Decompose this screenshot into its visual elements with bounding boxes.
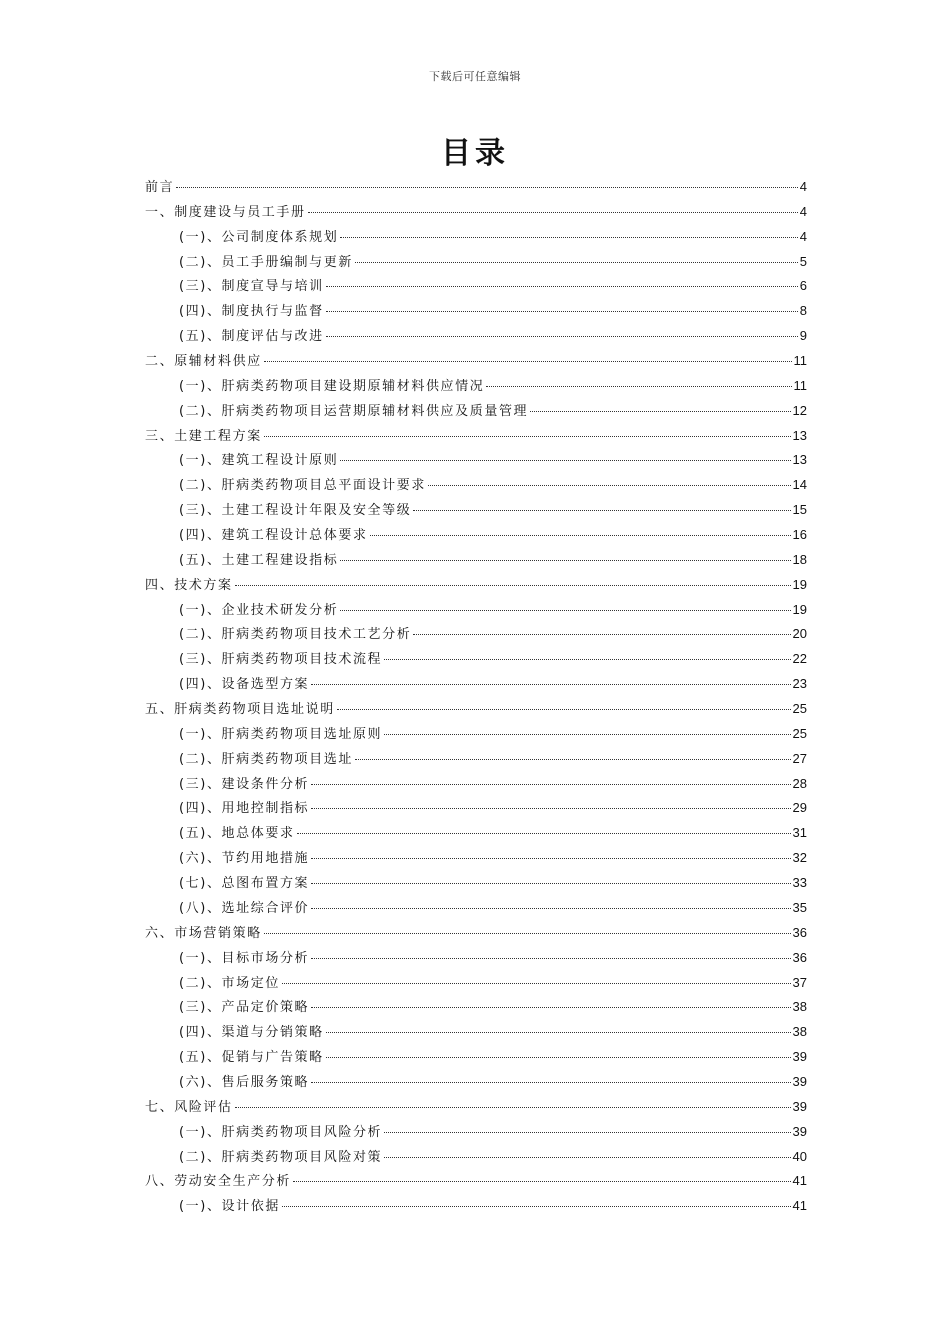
toc-entry-page-number: 19 (792, 576, 807, 592)
toc-dot-leader (311, 857, 790, 859)
toc-entry-label: (一)、企业技术研发分析 (179, 602, 339, 618)
toc-dot-leader (311, 882, 790, 884)
toc-entry-label: 三、土建工程方案 (145, 428, 262, 444)
toc-dot-leader (384, 1156, 790, 1158)
toc-dot-leader (282, 982, 791, 984)
toc-entry-label: (六)、售后服务策略 (179, 1074, 310, 1090)
toc-entry[interactable] (145, 747, 807, 772)
toc-entry-label: (五)、促销与广告策略 (179, 1050, 324, 1066)
toc-entry-page-number: 11 (793, 353, 807, 369)
toc-entry[interactable] (145, 548, 807, 573)
toc-entry-page-number: 27 (792, 750, 807, 766)
toc-entry[interactable] (145, 821, 807, 846)
toc-entry-page-number: 29 (792, 800, 807, 816)
toc-dot-leader (326, 335, 798, 337)
toc-entry[interactable] (145, 175, 807, 200)
toc-entry-label: 一、制度建设与员工手册 (145, 204, 306, 220)
toc-entry-label: (三)、产品定价策略 (179, 1000, 310, 1016)
toc-entry-label: (六)、节约用地措施 (179, 851, 310, 867)
page-title: 目录 (441, 136, 509, 171)
toc-dot-leader (326, 285, 798, 287)
toc-entry[interactable] (145, 1194, 807, 1219)
toc-dot-leader (235, 1106, 791, 1108)
toc-dot-leader (384, 658, 790, 660)
toc-entry[interactable] (145, 1169, 807, 1194)
toc-entry[interactable] (145, 374, 807, 399)
toc-entry-page-number: 41 (792, 1198, 807, 1214)
toc-dot-leader (297, 832, 791, 834)
toc-dot-leader (413, 633, 790, 635)
toc-entry-page-number: 20 (792, 626, 807, 642)
toc-entry-label: (四)、建筑工程设计总体要求 (179, 528, 368, 544)
toc-entry[interactable] (145, 796, 807, 821)
toc-entry-page-number: 38 (792, 1024, 807, 1040)
toc-entry-page-number: 39 (792, 1049, 807, 1065)
toc-entry[interactable] (145, 1045, 807, 1070)
toc-entry-label: (五)、土建工程建设指标 (179, 552, 339, 568)
toc-entry-label: (四)、用地控制指标 (179, 801, 310, 817)
toc-dot-leader (311, 1081, 790, 1083)
toc-entry-label: (八)、选址综合评价 (179, 900, 310, 916)
toc-dot-leader (311, 783, 790, 785)
toc-dot-leader (264, 360, 792, 362)
toc-entry[interactable] (145, 399, 807, 424)
toc-entry-page-number: 39 (792, 1073, 807, 1089)
toc-dot-leader (428, 484, 791, 486)
toc-entry-page-number: 23 (792, 676, 807, 692)
toc-dot-leader (384, 1131, 790, 1133)
toc-dot-leader (486, 385, 791, 387)
toc-entry-page-number: 39 (792, 1123, 807, 1139)
toc-entry-page-number: 6 (799, 278, 807, 294)
toc-entry[interactable] (145, 722, 807, 747)
toc-entry[interactable] (145, 448, 807, 473)
toc-entry-label: (一)、肝病类药物项目建设期原辅材料供应情况 (179, 378, 485, 394)
toc-entry[interactable] (145, 498, 807, 523)
toc-entry-label: (五)、地总体要求 (179, 826, 295, 842)
toc-dot-leader (311, 807, 790, 809)
toc-entry-label: (二)、员工手册编制与更新 (179, 254, 353, 270)
toc-entry[interactable] (145, 1095, 807, 1120)
toc-dot-leader (311, 683, 790, 685)
toc-entry-page-number: 40 (792, 1148, 807, 1164)
toc-entry-page-number: 36 (792, 924, 807, 940)
toc-dot-leader (326, 1056, 791, 1058)
toc-entry-label: (四)、渠道与分销策略 (179, 1025, 324, 1041)
toc-entry[interactable] (145, 1020, 807, 1045)
toc-entry-label: (三)、土建工程设计年限及安全等级 (179, 503, 412, 519)
toc-entry[interactable] (145, 622, 807, 647)
toc-entry-label: (一)、目标市场分析 (179, 950, 310, 966)
toc-entry-label: 前言 (145, 180, 175, 195)
toc-entry[interactable] (145, 772, 807, 797)
toc-entry-label: 八、劳动安全生产分析 (145, 1174, 292, 1190)
toc-entry-label: (三)、肝病类药物项目技术流程 (179, 652, 383, 668)
toc-dot-leader (326, 310, 798, 312)
toc-entry-label: (一)、建筑工程设计原则 (179, 453, 339, 469)
toc-entry-label: (二)、肝病类药物项目选址 (179, 751, 353, 767)
toc-dot-leader (384, 733, 790, 735)
toc-entry-page-number: 33 (792, 875, 807, 891)
toc-entry[interactable] (145, 896, 807, 921)
toc-entry-page-number: 19 (792, 601, 807, 617)
table-of-contents (145, 175, 807, 1219)
toc-entry-page-number: 4 (799, 203, 807, 219)
toc-entry-label: (七)、总图布置方案 (179, 876, 310, 892)
toc-entry-page-number: 38 (792, 999, 807, 1015)
toc-entry[interactable] (145, 946, 807, 971)
toc-entry[interactable] (145, 921, 807, 946)
toc-entry-page-number: 31 (792, 825, 807, 841)
toc-entry[interactable] (145, 995, 807, 1020)
toc-entry-page-number: 28 (792, 775, 807, 791)
toc-entry[interactable] (145, 647, 807, 672)
toc-entry[interactable] (145, 672, 807, 697)
toc-entry-page-number: 4 (799, 228, 807, 244)
toc-entry[interactable] (145, 349, 807, 374)
toc-entry-page-number: 37 (792, 974, 807, 990)
toc-entry[interactable] (145, 200, 807, 225)
toc-entry-page-number: 5 (799, 253, 807, 269)
toc-entry-label: (二)、肝病类药物项目风险对策 (179, 1149, 383, 1165)
toc-dot-leader (311, 907, 790, 909)
toc-entry-label: (三)、建设条件分析 (179, 776, 310, 792)
toc-dot-leader (282, 1205, 791, 1207)
toc-entry-page-number: 15 (792, 502, 807, 518)
toc-entry[interactable] (145, 424, 807, 449)
toc-entry-page-number: 25 (792, 725, 807, 741)
toc-dot-leader (355, 261, 798, 263)
toc-entry-page-number: 22 (792, 651, 807, 667)
toc-entry-label: (二)、肝病类药物项目总平面设计要求 (179, 478, 426, 494)
toc-entry-page-number: 4 (799, 179, 807, 194)
toc-entry-page-number: 9 (799, 328, 807, 344)
toc-dot-leader (340, 609, 790, 611)
toc-dot-leader (340, 459, 790, 461)
toc-entry-label: (四)、制度执行与监督 (179, 304, 324, 320)
toc-dot-leader (293, 1180, 791, 1182)
toc-entry[interactable] (145, 523, 807, 548)
toc-entry[interactable] (145, 573, 807, 598)
toc-entry-page-number: 36 (792, 949, 807, 965)
toc-dot-leader (340, 236, 797, 238)
toc-dot-leader (264, 932, 791, 934)
toc-dot-leader (311, 957, 790, 959)
toc-dot-leader (311, 1006, 790, 1008)
toc-entry-label: 六、市场营销策略 (145, 925, 262, 941)
toc-entry[interactable] (145, 299, 807, 324)
toc-entry-page-number: 11 (793, 377, 807, 393)
toc-entry-label: (二)、肝病类药物项目运营期原辅材料供应及质量管理 (179, 403, 529, 419)
toc-entry-label: 四、技术方案 (145, 577, 233, 593)
toc-entry[interactable] (145, 225, 807, 250)
header-note: 下载后可任意编辑 (429, 70, 521, 83)
toc-entry[interactable] (145, 274, 807, 299)
toc-entry-page-number: 13 (792, 452, 807, 468)
toc-entry-label: 二、原辅材料供应 (145, 354, 262, 370)
toc-entry-page-number: 35 (792, 899, 807, 915)
toc-dot-leader (340, 559, 790, 561)
toc-entry-page-number: 16 (792, 527, 807, 543)
toc-entry-page-number: 25 (792, 701, 807, 717)
toc-entry[interactable] (145, 971, 807, 996)
toc-entry[interactable] (145, 598, 807, 623)
toc-entry-page-number: 13 (792, 427, 807, 443)
toc-entry-page-number: 8 (799, 303, 807, 319)
toc-entry-label: (四)、设备选型方案 (179, 677, 310, 693)
toc-dot-leader (355, 758, 791, 760)
toc-entry-label: (二)、市场定位 (179, 975, 280, 991)
toc-entry-label: 五、肝病类药物项目选址说明 (145, 702, 335, 718)
toc-dot-leader (235, 584, 791, 586)
toc-entry-label: (一)、肝病类药物项目风险分析 (179, 1124, 383, 1140)
toc-entry[interactable] (145, 1120, 807, 1145)
toc-dot-leader (370, 534, 791, 536)
toc-entry[interactable] (145, 871, 807, 896)
toc-dot-leader (337, 708, 791, 710)
toc-entry[interactable] (145, 473, 807, 498)
toc-entry-label: (五)、制度评估与改进 (179, 329, 324, 345)
toc-dot-leader (326, 1031, 791, 1033)
toc-entry-page-number: 18 (792, 551, 807, 567)
toc-entry-page-number: 41 (792, 1173, 807, 1189)
toc-entry-page-number: 39 (792, 1098, 807, 1114)
toc-dot-leader (308, 211, 798, 213)
toc-entry-label: (三)、制度宣导与培训 (179, 279, 324, 295)
toc-entry-page-number: 32 (792, 850, 807, 866)
toc-dot-leader (264, 435, 791, 437)
toc-entry-label: (一)、肝病类药物项目选址原则 (179, 726, 383, 742)
toc-entry[interactable] (145, 250, 807, 275)
toc-entry-label: (二)、肝病类药物项目技术工艺分析 (179, 627, 412, 643)
toc-entry-label: (一)、公司制度体系规划 (179, 229, 339, 245)
toc-entry[interactable] (145, 846, 807, 871)
toc-entry-label: 七、风险评估 (145, 1099, 233, 1115)
toc-entry-page-number: 14 (792, 477, 807, 493)
toc-dot-leader (413, 509, 790, 511)
toc-entry[interactable] (145, 1070, 807, 1095)
toc-entry-label: (一)、设计依据 (179, 1199, 280, 1215)
toc-entry[interactable] (145, 697, 807, 722)
toc-dot-leader (176, 186, 798, 188)
toc-entry[interactable] (145, 324, 807, 349)
toc-entry-page-number: 12 (792, 402, 807, 418)
toc-dot-leader (530, 410, 790, 412)
toc-entry[interactable] (145, 1145, 807, 1170)
